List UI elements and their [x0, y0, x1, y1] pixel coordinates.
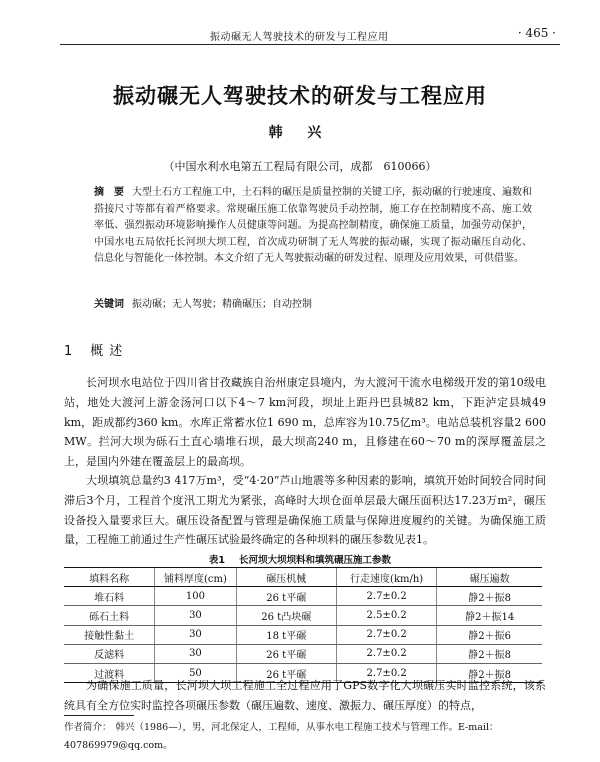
author-footnote: [64, 719, 546, 755]
page-number: · 465 ·: [517, 26, 556, 40]
table-cell: 2.7±0.2: [336, 625, 436, 644]
table-cell: 26 t平碾: [236, 663, 336, 682]
table-row: [64, 587, 542, 606]
table-cell: 26 t平碾: [236, 587, 336, 606]
column-header: 行走速度(km/h): [336, 568, 436, 587]
table-cell: 50: [155, 663, 236, 682]
section-number: 1: [64, 344, 73, 359]
table-cell: 静2＋振6: [437, 625, 542, 644]
body-paragraph-2: 大坝填筑总量约3 417万m³，受“4·20”芦山地震等多种因素的影响，填筑开始时间较合同时间滞后3个月，工程首个度汛工期尤为紧张，高峰时大坝仓面单层最大碾压面积达17.23万m²，碾压设备投入量要求巨大。碾压设备配置与管理是确保施工质量与保障进度履约的关键。为确保施工质量，工程施工前通过生产性碾压试验最终确定的各种坝料的碾压参数见表1。: [64, 474, 546, 547]
abstract-text: 大型土石方工程施工中，土石料的碾压是质量控制的关键工序，振动碾的行驶速度、遍数和搭接尺寸等都有着严格要求。常规碾压施工依靠驾驶员手动控制，施工存在控制精度不高、施工效率低、强烈振动环境影响操作人员健康等问题。为提高控制精度，确保施工质量，加强劳动保护，中国水电五局依托长河坝大坝工程，首次成功研制了无人驾驶的振动碾，实现了振动碾压自动化、信息化与智能化一体控制。本文介绍了无人驾驶振动碾的研发过程、原理及应用效果，可供借鉴。: [94, 187, 532, 264]
table-cell: 26 t凸块碾: [236, 606, 336, 625]
table-cell: 30: [155, 625, 236, 644]
body-paragraph-3: 为确保施工质量，长河坝大坝工程施工全过程应用了GPS数字化大坝碾压实时监控系统，该系统具有全方位实时监控各项碾压参数（碾压遍数、速度、激振力、碾压厚度）的特点，: [64, 679, 546, 712]
table-cell: 26 t平碾: [236, 644, 336, 663]
column-header: 碾压遍数: [437, 568, 542, 587]
paper-title: 振动碾无人驾驶技术的研发与工程应用: [113, 84, 487, 108]
body-paragraph-1: 长河坝水电站位于四川省甘孜藏族自治州康定县境内，为大渡河干流水电梯级开发的第10级电站，地处大渡河上游金汤河口以下4～7 km河段，坝址上距丹巴县城82 km，下距泸定县城49 km，距成都约360 km。水库正常蓄水位1 690 m，总库容为10.75亿m³。电站总装机容量2 600 MW。拦河大坝为砾石土直心墙堆石坝，最大坝高240 m，且修建在60～70 m的深厚覆盖层之上，是国内外建在覆盖层上的最高坝。: [64, 376, 546, 469]
footnote-label: 作者简介：: [64, 722, 112, 733]
table-cell: 30: [155, 644, 236, 663]
table-header-row: [64, 568, 542, 587]
column-header: 碾压机械: [236, 568, 336, 587]
table-cell: 静2＋振8: [437, 644, 542, 663]
table-cell: 2.7±0.2: [336, 587, 436, 606]
column-header: 铺料厚度(cm): [155, 568, 236, 587]
keywords-text: 振动碾；无人驾驶；精确碾压；自动控制: [132, 299, 312, 310]
table-cell: 2.5±0.2: [336, 606, 436, 625]
column-header: 填料名称: [64, 568, 155, 587]
running-header: [60, 24, 560, 45]
table-number: 表1: [208, 555, 226, 566]
table-caption-text: 长河坝大坝坝料和填筑碾压施工参数: [239, 555, 392, 566]
table-caption: [0, 552, 600, 566]
table-cell: 静2＋振8: [437, 663, 542, 682]
table-cell: 2.7±0.2: [336, 663, 436, 682]
abstract: [94, 185, 532, 268]
author-affiliation: （中国水利水电第五工程局有限公司，成都 610066）: [163, 160, 437, 173]
running-title: 振动碾无人驾驶技术的研发与工程应用: [210, 32, 389, 43]
table-cell: 静2＋振8: [437, 587, 542, 606]
keywords-label: 关键词: [94, 299, 124, 310]
section-name: 概述: [90, 344, 129, 359]
table-cell: 18 t平碾: [236, 625, 336, 644]
table-row: [64, 606, 542, 625]
table-cell: 30: [155, 606, 236, 625]
table-cell: 静2＋振14: [437, 606, 542, 625]
table-cell: 堆石料: [64, 587, 155, 606]
table-row: [64, 644, 542, 663]
author-name: 韩 兴: [268, 125, 332, 141]
table-cell: 100: [155, 587, 236, 606]
abstract-label: 摘 要: [94, 187, 124, 198]
table-cell: 反滤料: [64, 644, 155, 663]
table-cell: 过渡料: [64, 663, 155, 682]
table-row: [64, 625, 542, 644]
table-cell: 砾石土料: [64, 606, 155, 625]
footnote-divider: [64, 715, 134, 716]
table-cell: 2.7±0.2: [336, 644, 436, 663]
table-cell: 接触性黏土: [64, 625, 155, 644]
section-heading: [64, 340, 128, 359]
parameters-table: [64, 567, 542, 683]
keywords: [94, 295, 532, 310]
footnote-text: 韩兴（1986—），男，河北保定人，工程师，从事水电工程施工技术与管理工作。E-mail：407869979@qq.com。: [64, 722, 499, 751]
